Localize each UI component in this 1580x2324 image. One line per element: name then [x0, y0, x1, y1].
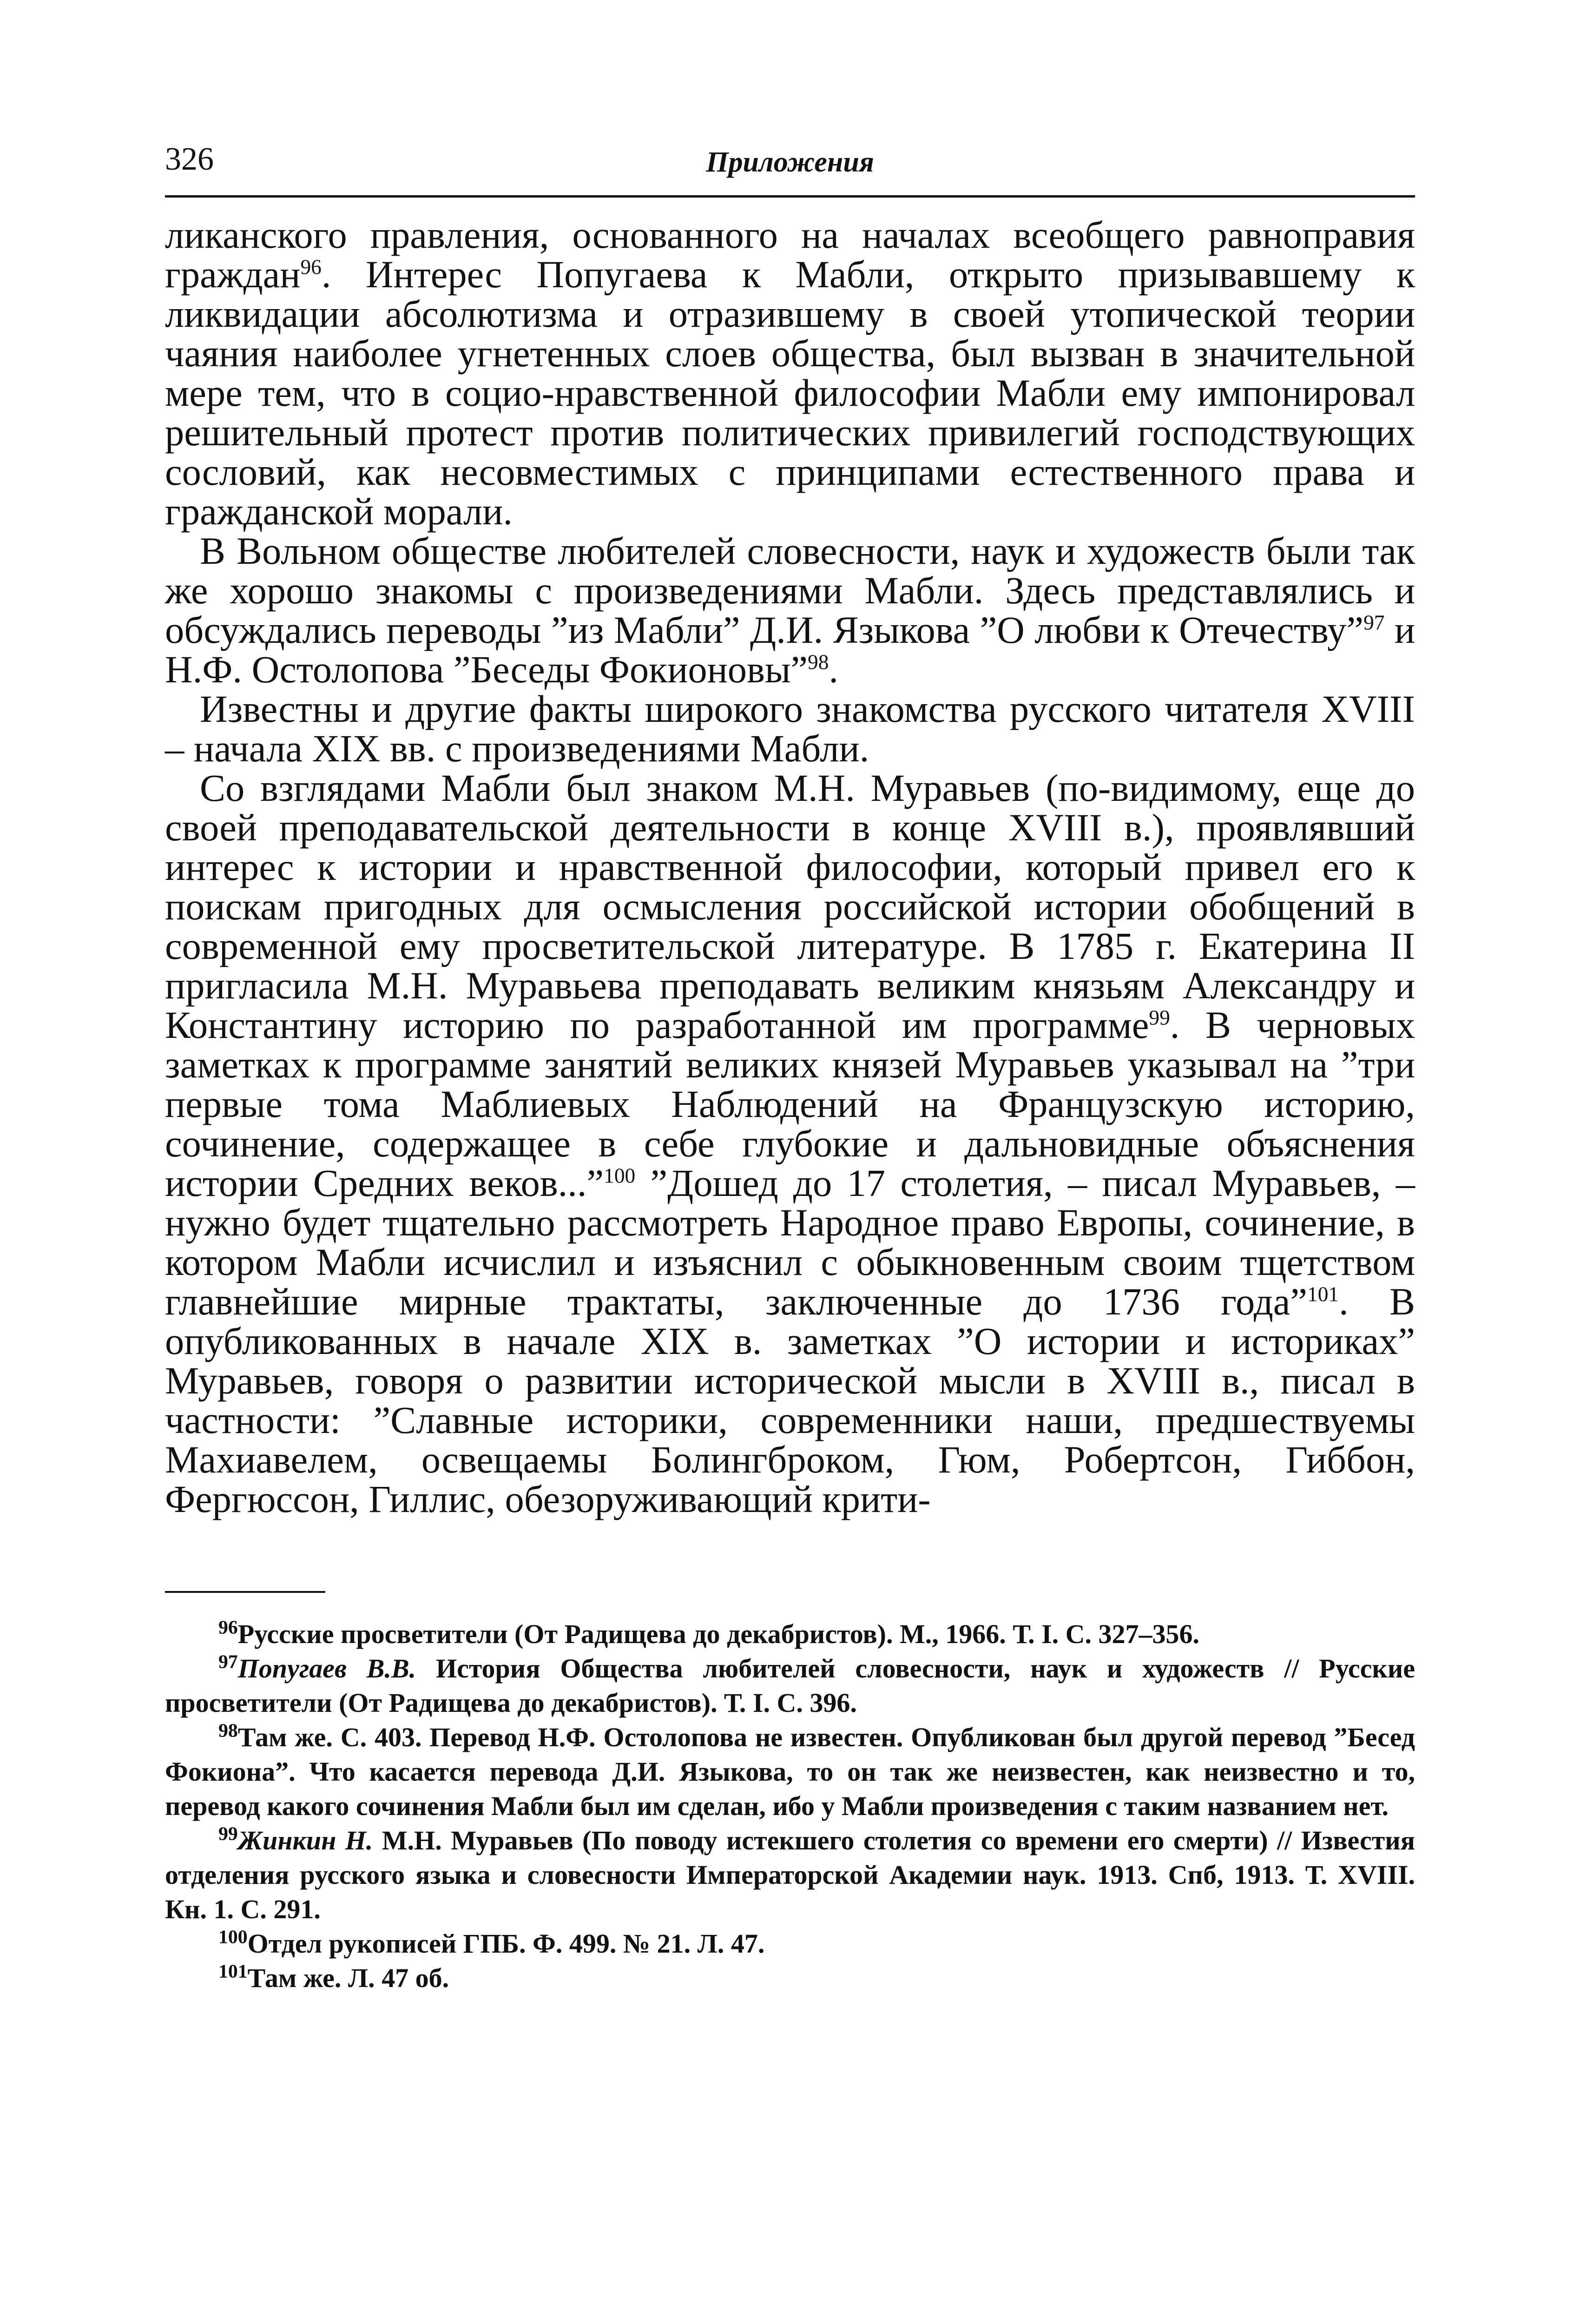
- footnote-author: Попугаев В.В.: [237, 1653, 416, 1684]
- footnote-98: [165, 1720, 1415, 1823]
- paragraph-3-text: Известны и другие факты широкого знакомства русского читателя XVIII – начала XIX вв. с произведениями Мабли.: [165, 687, 1415, 770]
- page-number: 326: [165, 141, 214, 177]
- section-title: Приложения: [706, 146, 874, 178]
- footnote-101: [165, 1961, 1415, 1995]
- book-page: [165, 139, 1415, 1995]
- paragraph-2-text-c: .: [829, 648, 839, 691]
- paragraph-4-text-d: . В опубликованных в начале XIX в. заметках ”О истории и историках” Муравьев, говоря о развитии исторической мысли в XVIII в., писал в частности: ”Славные историки, современники наши, предшествуемы Махиавелем, освещаемы Болингброком, Гюм, Робертсон, Гиббон, Фергюссон, Гиллис, обезоруживающий крити-: [165, 1280, 1415, 1520]
- footnotes: [165, 1617, 1415, 1995]
- footnote-number: 97: [218, 1651, 238, 1673]
- footnote-99: [165, 1823, 1415, 1927]
- footnote-ref-99: 99: [1149, 1006, 1170, 1030]
- footnote-number: 101: [218, 1961, 248, 1982]
- paragraph-1-text-a: ликанского правления, основанного на началах всеобщего равноправия граждан: [165, 213, 1415, 296]
- paragraph-4-text-c: ”Дошед до 17 столетия, – писал Муравьев, – нужно будет тщательно рассмотреть Народное право Европы, сочинение, в котором Мабли исчислил и изъяснил с обыкновенным своим тщетством главнейшие мирные трактаты, заключенные до 1736 года”: [165, 1162, 1415, 1323]
- running-header: [165, 139, 1415, 198]
- paragraph-2-text-a: В Вольном обществе любителей словесности, наук и художеств были так же хорошо знакомы с произведениями Мабли. Здесь представлялись и обсуждались переводы ”из Мабли” Д.И. Языкова ”О любви к Отечеству”: [165, 529, 1415, 651]
- footnote-separator: [165, 1591, 325, 1593]
- footnote-number: 100: [218, 1926, 248, 1948]
- footnote-ref-100: 100: [604, 1164, 636, 1188]
- paragraph-1-text-b: . Интерес Попугаева к Мабли, открыто призывавшему к ликвидации абсолютизма и отразившему в своей утопической теории чаяния наиболее угнетенных слоев общества, был вызван в значительной мере тем, что в социо-нравственной философии Мабли ему импонировал решительный протест против политических привилегий господствующих сословий, как несовместимых с принципами естественного права и гражданской морали.: [165, 253, 1415, 533]
- main-text: [165, 215, 1415, 1519]
- footnote-text: Русские просветители (От Радищева до декабристов). М., 1966. Т. I. С. 327–356.: [237, 1619, 1200, 1649]
- footnote-text: Там же. Л. 47 об.: [247, 1963, 449, 1993]
- paragraph-4-text-b: . В черновых заметках к программе занятий великих князей Муравьев указывал на ”три первые тома Маблиевых Наблюдений на Французскую историю, сочинение, содержащее в себе глубокие и дальновидные объяснения истории Средних веков...”: [165, 1004, 1415, 1204]
- paragraph-2-text-b: и Н.Ф. Остолопова ”Беседы Фокионовы”: [165, 608, 1415, 691]
- footnote-text: Там же. С. 403. Перевод Н.Ф. Остолопова не известен. Опубликован был другой перевод ”Бесед Фокиона”. Что касается перевода Д.И. Языкова, то он так же неизвестен, как неизвестно и то, перевод какого сочинения Мабли был им сделан, ибо у Мабли произведения с таким названием нет.: [165, 1722, 1415, 1821]
- paragraph-4: [165, 768, 1415, 1519]
- footnote-author: Жинкин Н.: [237, 1825, 373, 1855]
- footnote-96: [165, 1617, 1415, 1651]
- paragraph-4-text-a: Со взглядами Мабли был знаком М.Н. Муравьев (по-видимому, еще до своей преподавательской деятельности в конце XVIII в.), проявлявший интерес к истории и нравственной философии, который привел его к поискам пригодных для осмысления российской истории обобщений в современной ему просветительской литературе. В 1785 г. Екатерина II пригласила М.Н. Муравьева преподавать великим князьям Александру и Константину историю по разработанной им программе: [165, 766, 1415, 1046]
- footnote-97: [165, 1651, 1415, 1720]
- footnote-text: Отдел рукописей ГПБ. Ф. 499. № 21. Л. 47.: [247, 1928, 765, 1959]
- footnote-number: 99: [218, 1823, 238, 1845]
- footnote-text: История Общества любителей словесности, наук и художеств // Русские просветители (От Радищева до декабристов). Т. I. С. 396.: [165, 1653, 1415, 1718]
- footnote-100: [165, 1927, 1415, 1961]
- paragraph-2: [165, 531, 1415, 689]
- footnote-text: М.Н. Муравьев (По поводу истекшего столетия со времени его смерти) // Известия отделения русского языка и словесности Императорской Академии наук. 1913. Спб, 1913. Т. XVIII. Кн. 1. С. 291.: [165, 1825, 1415, 1924]
- paragraph-3: [165, 689, 1415, 768]
- footnote-number: 96: [218, 1617, 238, 1638]
- footnote-number: 98: [218, 1720, 238, 1742]
- footnote-ref-101: 101: [1307, 1282, 1339, 1306]
- footnote-ref-96: 96: [300, 255, 322, 279]
- footnote-ref-98: 98: [808, 650, 829, 674]
- footnote-ref-97: 97: [1363, 611, 1385, 634]
- paragraph-1: [165, 215, 1415, 531]
